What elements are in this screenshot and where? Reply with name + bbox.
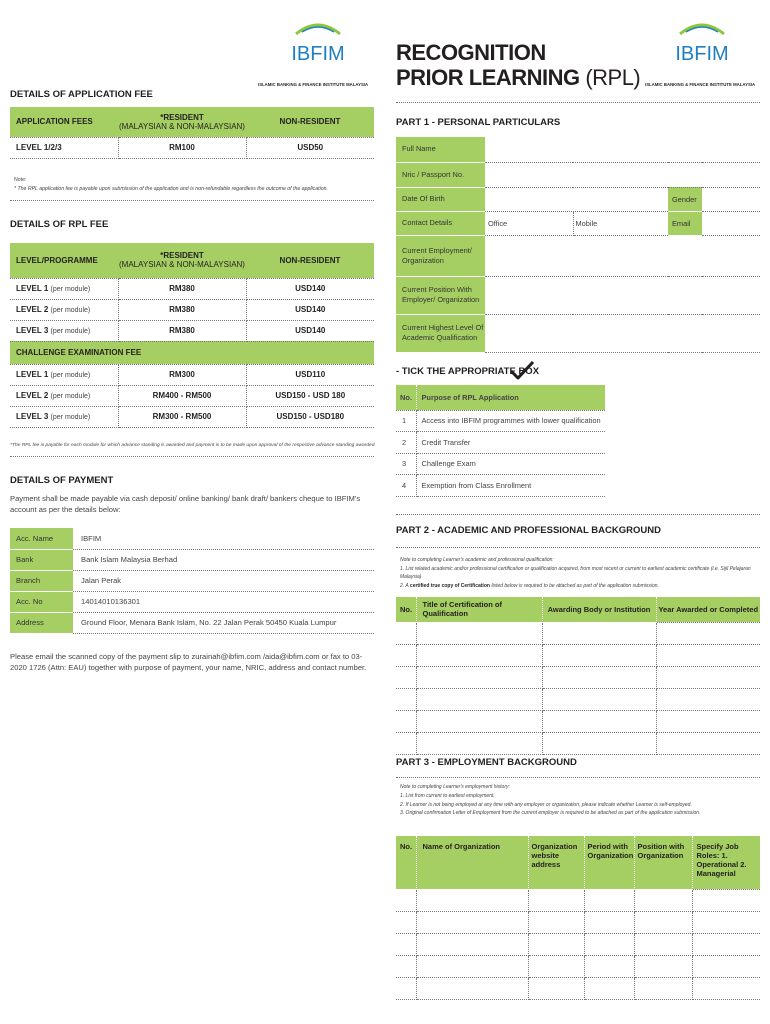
col-header-website: Organization website address: [528, 836, 584, 889]
col-header-no: No.: [396, 385, 416, 410]
cell[interactable]: [692, 889, 760, 911]
fee-non-resident: USD140: [246, 299, 374, 320]
fee-resident: RM400 - RM500: [118, 385, 246, 406]
bank-value: Ground Floor, Menara Bank Islam, No. 22 Jalan Perak 50450 Kuala Lumpur: [73, 612, 374, 633]
table-row: [396, 276, 760, 314]
purpose-table: [396, 385, 605, 497]
full-name-label: Full Name: [396, 137, 485, 162]
fee-non-resident: USD150 - USD 180: [246, 385, 374, 406]
fee-resident: RM380: [118, 278, 246, 299]
title-line2-light: (RPL): [585, 65, 641, 90]
bank-label: Acc. Name: [10, 528, 73, 549]
employment-field[interactable]: [485, 235, 760, 276]
application-fee-heading: DETAILS OF APPLICATION FEE: [10, 89, 153, 100]
office-field[interactable]: [485, 211, 573, 235]
contact-label: Contact Details: [396, 211, 485, 235]
table-row: [396, 211, 760, 235]
level-suffix: (per module): [50, 286, 91, 293]
nric-field[interactable]: [485, 162, 760, 187]
part2-note-1: 1. List related academic and/or professional certification or qualification acquired, from most recent or current to earliest academic certificate (i.e. Sijil Pelajaran Malaysia): [400, 565, 751, 580]
table-row: [396, 911, 760, 933]
col-header-non-resident: NON-RESIDENT: [246, 243, 374, 278]
email-label: Email: [668, 211, 702, 235]
part3-note-3: 3. Original confirmation Letter of Employment from the current employer is required to be attached as part of the application submission.: [400, 810, 701, 817]
note2-bold: certified true copy of Certification: [409, 582, 490, 589]
col-header-position: Position with Organization: [634, 836, 692, 889]
ibfim-logo-mark: [278, 20, 358, 68]
level-label: LEVEL 2: [16, 391, 49, 400]
logo-brand-text: IBFIM: [291, 43, 345, 65]
table-row: [10, 549, 374, 570]
personal-particulars-table: [396, 137, 760, 353]
part2-heading: [396, 525, 661, 536]
table-row: [10, 278, 374, 299]
table-row: [396, 137, 760, 162]
bank-details-table: [10, 528, 374, 634]
resident-sub-label: (MALAYSIAN & NON-MALAYSIAN): [119, 121, 245, 131]
challenge-header-row: [10, 341, 374, 364]
purpose-option[interactable]: Credit Transfer: [416, 432, 605, 454]
rpl-fee-note: *The RPL fee is payable for each module for which advance standing is awarded and payment is to be made upon approval of the respective advance standing awarded.: [10, 443, 376, 448]
table-row: [10, 385, 374, 406]
table-row: [396, 889, 760, 911]
payment-intro: Payment shall be made payable via cash deposit/ online banking/ bank draft/ bankers cheque to IBFIM's account as per the details below:: [10, 494, 361, 514]
table-header-row: [396, 836, 760, 889]
logo-tagline: ISLAMIC BANKING & FINANCE INSTITUTE MALAYSIA: [258, 82, 369, 87]
bank-value: IBFIM: [73, 528, 374, 549]
table-row: [396, 977, 760, 999]
cell[interactable]: [416, 933, 528, 955]
dob-field[interactable]: [485, 187, 668, 211]
qualification-field[interactable]: [485, 314, 760, 352]
col-header-application-fees: APPLICATION FEES: [10, 107, 118, 137]
bank-value: 14014010136301: [73, 591, 374, 612]
fee-resident: RM100: [118, 137, 246, 158]
table-header-row: [396, 385, 605, 410]
fee-non-resident: USD110: [246, 364, 374, 385]
cell[interactable]: [656, 666, 760, 688]
cell[interactable]: [584, 911, 634, 933]
cell[interactable]: [416, 666, 542, 688]
employment-table: [396, 836, 760, 1000]
divider: [10, 200, 374, 201]
level-suffix: (per module): [50, 372, 91, 379]
title-line2-bold: PRIOR LEARNING: [396, 65, 580, 90]
gender-field[interactable]: [702, 187, 760, 211]
employment-label: Current Employment/ Organization: [396, 235, 485, 276]
table-row: [10, 406, 374, 427]
cell[interactable]: [542, 688, 656, 710]
ibfim-logo-mark: [662, 20, 742, 68]
part2-notes: [400, 556, 758, 590]
part2-note-title: Note to completing Learner's academic and professional qualification:: [400, 557, 554, 563]
table-row: [10, 137, 374, 158]
cell[interactable]: [416, 622, 542, 644]
part1-title: - PERSONAL PARTICULARS: [429, 117, 561, 128]
level-suffix: (per module): [50, 393, 91, 400]
office-label: Office: [488, 218, 508, 228]
divider: [396, 547, 760, 548]
logo-brand-text: IBFIM: [675, 43, 729, 65]
bank-label: Address: [10, 612, 73, 633]
fee-resident: RM380: [118, 299, 246, 320]
application-fee-note: * The RPL application fee is payable upon submission of the application and is non-refundable regardless the outcome of the application.: [14, 186, 328, 192]
table-row: [10, 299, 374, 320]
page-title: [396, 40, 640, 90]
part1-heading: [396, 117, 560, 128]
cell[interactable]: [584, 977, 634, 999]
title-line2: [396, 65, 640, 90]
level-cell: [10, 385, 118, 406]
nric-label: Nric / Passport No.: [396, 162, 485, 187]
fee-non-resident: USD50: [246, 137, 374, 158]
cell[interactable]: [542, 666, 656, 688]
level-suffix: (per module): [50, 414, 91, 421]
level-cell: [10, 299, 118, 320]
level-label: LEVEL 1: [16, 284, 49, 293]
cell[interactable]: [634, 933, 692, 955]
tick-heading: - TICK THE APPROPRIATE BOX: [396, 366, 540, 377]
cell[interactable]: [634, 955, 692, 977]
table-row: [396, 732, 760, 754]
level-cell: [10, 320, 118, 341]
divider: [396, 514, 760, 515]
note2-post: listed below is required to be attached as part of the application submission.: [489, 582, 659, 589]
payment-email-note: Please email the scanned copy of the payment slip to zurainah@ibfim.com /aida@ibfim.com or fax to 03-2020 1726 (Attn: EAU) together with purpose of payment, your name, NRIC, address and contact number.: [10, 652, 367, 672]
cell[interactable]: [396, 666, 416, 688]
cell[interactable]: [396, 911, 416, 933]
table-row: [396, 314, 760, 352]
cell[interactable]: [416, 911, 528, 933]
table-row: [10, 320, 374, 341]
fee-non-resident: USD140: [246, 320, 374, 341]
resident-label: *RESIDENT: [160, 112, 204, 122]
table-row: [396, 187, 760, 211]
qualification-label: Current Highest Level Of Academic Qualification: [396, 314, 485, 352]
fee-resident: RM300 - RM500: [118, 406, 246, 427]
col-header-title: Title of Certification of Qualification: [416, 597, 542, 622]
table-row: [396, 933, 760, 955]
table-header-row: [10, 243, 374, 278]
logo-tagline: ISLAMIC BANKING & FINANCE INSTITUTE MALAYSIA: [645, 82, 756, 87]
cell[interactable]: [634, 889, 692, 911]
cell[interactable]: [396, 933, 416, 955]
col-header-resident: [118, 243, 246, 278]
payment-heading: DETAILS OF PAYMENT: [10, 475, 114, 486]
level-cell: [10, 406, 118, 427]
cell[interactable]: [584, 955, 634, 977]
table-row: [396, 955, 760, 977]
row-no: 3: [396, 453, 416, 475]
challenge-heading: CHALLENGE EXAMINATION FEE: [10, 341, 374, 364]
cell[interactable]: [656, 644, 760, 666]
bank-value: Jalan Perak: [73, 570, 374, 591]
table-row: [396, 666, 760, 688]
cell[interactable]: [396, 688, 416, 710]
col-header-no: No.: [396, 836, 416, 889]
cell[interactable]: [396, 622, 416, 644]
mobile-label: Mobile: [575, 218, 598, 228]
col-header-job-roles: Specify Job Roles: 1. Operational 2. Managerial: [692, 836, 760, 889]
cell[interactable]: [528, 889, 584, 911]
table-row: [396, 688, 760, 710]
ibfim-logo-left: [258, 20, 369, 87]
rpl-fee-heading: DETAILS OF RPL FEE: [10, 219, 109, 230]
cell[interactable]: [396, 889, 416, 911]
resident-sub-label: (MALAYSIAN & NON-MALAYSIAN): [119, 260, 245, 270]
table-row: [396, 644, 760, 666]
table-row[interactable]: [396, 410, 605, 432]
col-header-level: LEVEL/PROGRAMME: [10, 243, 118, 278]
table-row: [10, 591, 374, 612]
col-header-year: Year Awarded or Completed: [656, 597, 760, 622]
cell[interactable]: [528, 933, 584, 955]
level-label: LEVEL 3: [16, 412, 49, 421]
cell[interactable]: [416, 732, 542, 754]
resident-label: *RESIDENT: [160, 251, 204, 261]
col-header-body: Awarding Body or Institution: [542, 597, 656, 622]
fee-non-resident: USD150 - USD180: [246, 406, 374, 427]
title-divider: [396, 102, 760, 103]
fee-non-resident: USD140: [246, 278, 374, 299]
level-suffix: (per module): [50, 307, 91, 314]
cell[interactable]: [542, 710, 656, 732]
level-label: LEVEL 1: [16, 370, 49, 379]
note-label: Note:: [14, 177, 27, 183]
cell[interactable]: [634, 911, 692, 933]
cell[interactable]: [528, 955, 584, 977]
fee-level: LEVEL 1/2/3: [10, 137, 118, 158]
part3-notes: [400, 783, 758, 818]
table-row: [396, 710, 760, 732]
table-header-row: [396, 597, 760, 622]
fee-resident: RM380: [118, 320, 246, 341]
cell[interactable]: [416, 977, 528, 999]
part2-label: PART 2: [396, 525, 430, 536]
part3-note-2: 2. If Learner is not being employed at any time with any employer or organization, please indicate whether Learner is self-employed.: [400, 801, 692, 808]
cell[interactable]: [634, 977, 692, 999]
cell[interactable]: [692, 911, 760, 933]
position-label: Current Position With Employer/ Organization: [396, 276, 485, 314]
table-row: [10, 612, 374, 633]
cell[interactable]: [692, 955, 760, 977]
cell[interactable]: [416, 955, 528, 977]
table-header-row: [10, 107, 374, 137]
table-row: [10, 528, 374, 549]
cell[interactable]: [396, 644, 416, 666]
col-header-purpose: Purpose of RPL Application: [416, 385, 605, 410]
bank-label: Branch: [10, 570, 73, 591]
col-header-org: Name of Organization: [416, 836, 528, 889]
part3-note-title: Note to completing Learner's employment history:: [400, 784, 510, 790]
cell[interactable]: [584, 933, 634, 955]
cell[interactable]: [692, 933, 760, 955]
position-field[interactable]: [485, 276, 760, 314]
fee-resident: RM300: [118, 364, 246, 385]
divider: [10, 456, 374, 457]
col-header-no: No.: [396, 597, 416, 622]
cell[interactable]: [416, 889, 528, 911]
table-row[interactable]: [396, 475, 605, 497]
level-label: LEVEL 2: [16, 305, 49, 314]
cell[interactable]: [656, 710, 760, 732]
cell[interactable]: [542, 644, 656, 666]
application-fee-table: [10, 107, 374, 159]
part3-heading: [396, 757, 577, 768]
row-no: 1: [396, 410, 416, 432]
divider: [396, 777, 760, 778]
cell[interactable]: [396, 732, 416, 754]
part3-title: - EMPLOYMENT BACKGROUND: [429, 757, 577, 768]
gender-label: Gender: [668, 187, 702, 211]
bank-label: Acc. No: [10, 591, 73, 612]
cell[interactable]: [542, 732, 656, 754]
cell[interactable]: [528, 977, 584, 999]
purpose-option[interactable]: Exemption from Class Enrollment: [416, 475, 605, 497]
col-header-period: Period with Organization: [584, 836, 634, 889]
level-suffix: (per module): [50, 328, 91, 335]
cell[interactable]: [396, 977, 416, 999]
cell[interactable]: [692, 977, 760, 999]
cell[interactable]: [584, 889, 634, 911]
part2-note-2: [400, 582, 758, 591]
purpose-option[interactable]: Access into IBFIM programmes with lower qualification: [416, 410, 605, 432]
table-row: [10, 570, 374, 591]
part1-label: PART 1: [396, 117, 430, 128]
dob-label: Date Of Birth: [396, 187, 485, 211]
table-row: [396, 622, 760, 644]
level-cell: [10, 278, 118, 299]
level-label: LEVEL 3: [16, 326, 49, 335]
bank-value: Bank Islam Malaysia Berhad: [73, 549, 374, 570]
cell[interactable]: [396, 955, 416, 977]
checkmark-icon: [509, 360, 535, 380]
qualification-table: [396, 597, 760, 755]
col-header-resident: [118, 107, 246, 137]
note2-pre: 2. A: [400, 582, 410, 589]
table-row: [396, 235, 760, 276]
part3-note-1: 1. List from current to earliest employment.: [400, 792, 495, 799]
cell[interactable]: [656, 622, 760, 644]
cell[interactable]: [396, 710, 416, 732]
table-row: [396, 162, 760, 187]
cell[interactable]: [416, 710, 542, 732]
cell[interactable]: [528, 911, 584, 933]
bank-label: Bank: [10, 549, 73, 570]
row-no: 2: [396, 432, 416, 454]
cell[interactable]: [416, 688, 542, 710]
rpl-fee-table: [10, 243, 374, 428]
ibfim-logo-right: [645, 20, 756, 87]
part2-title: - ACADEMIC AND PROFESSIONAL BACKGROUND: [429, 525, 661, 536]
cell[interactable]: [416, 644, 542, 666]
part3-label: PART 3: [396, 757, 430, 768]
cell[interactable]: [656, 732, 760, 754]
mobile-field[interactable]: [573, 211, 668, 235]
title-line1: RECOGNITION: [396, 40, 546, 65]
purpose-option[interactable]: Challenge Exam: [416, 453, 605, 475]
row-no: 4: [396, 475, 416, 497]
col-header-non-resident: NON-RESIDENT: [246, 107, 374, 137]
table-row: [10, 364, 374, 385]
level-cell: [10, 364, 118, 385]
email-field[interactable]: [702, 211, 760, 235]
cell[interactable]: [656, 688, 760, 710]
cell[interactable]: [542, 622, 656, 644]
table-row[interactable]: [396, 432, 605, 454]
full-name-field[interactable]: [485, 137, 760, 162]
table-row[interactable]: [396, 453, 605, 475]
